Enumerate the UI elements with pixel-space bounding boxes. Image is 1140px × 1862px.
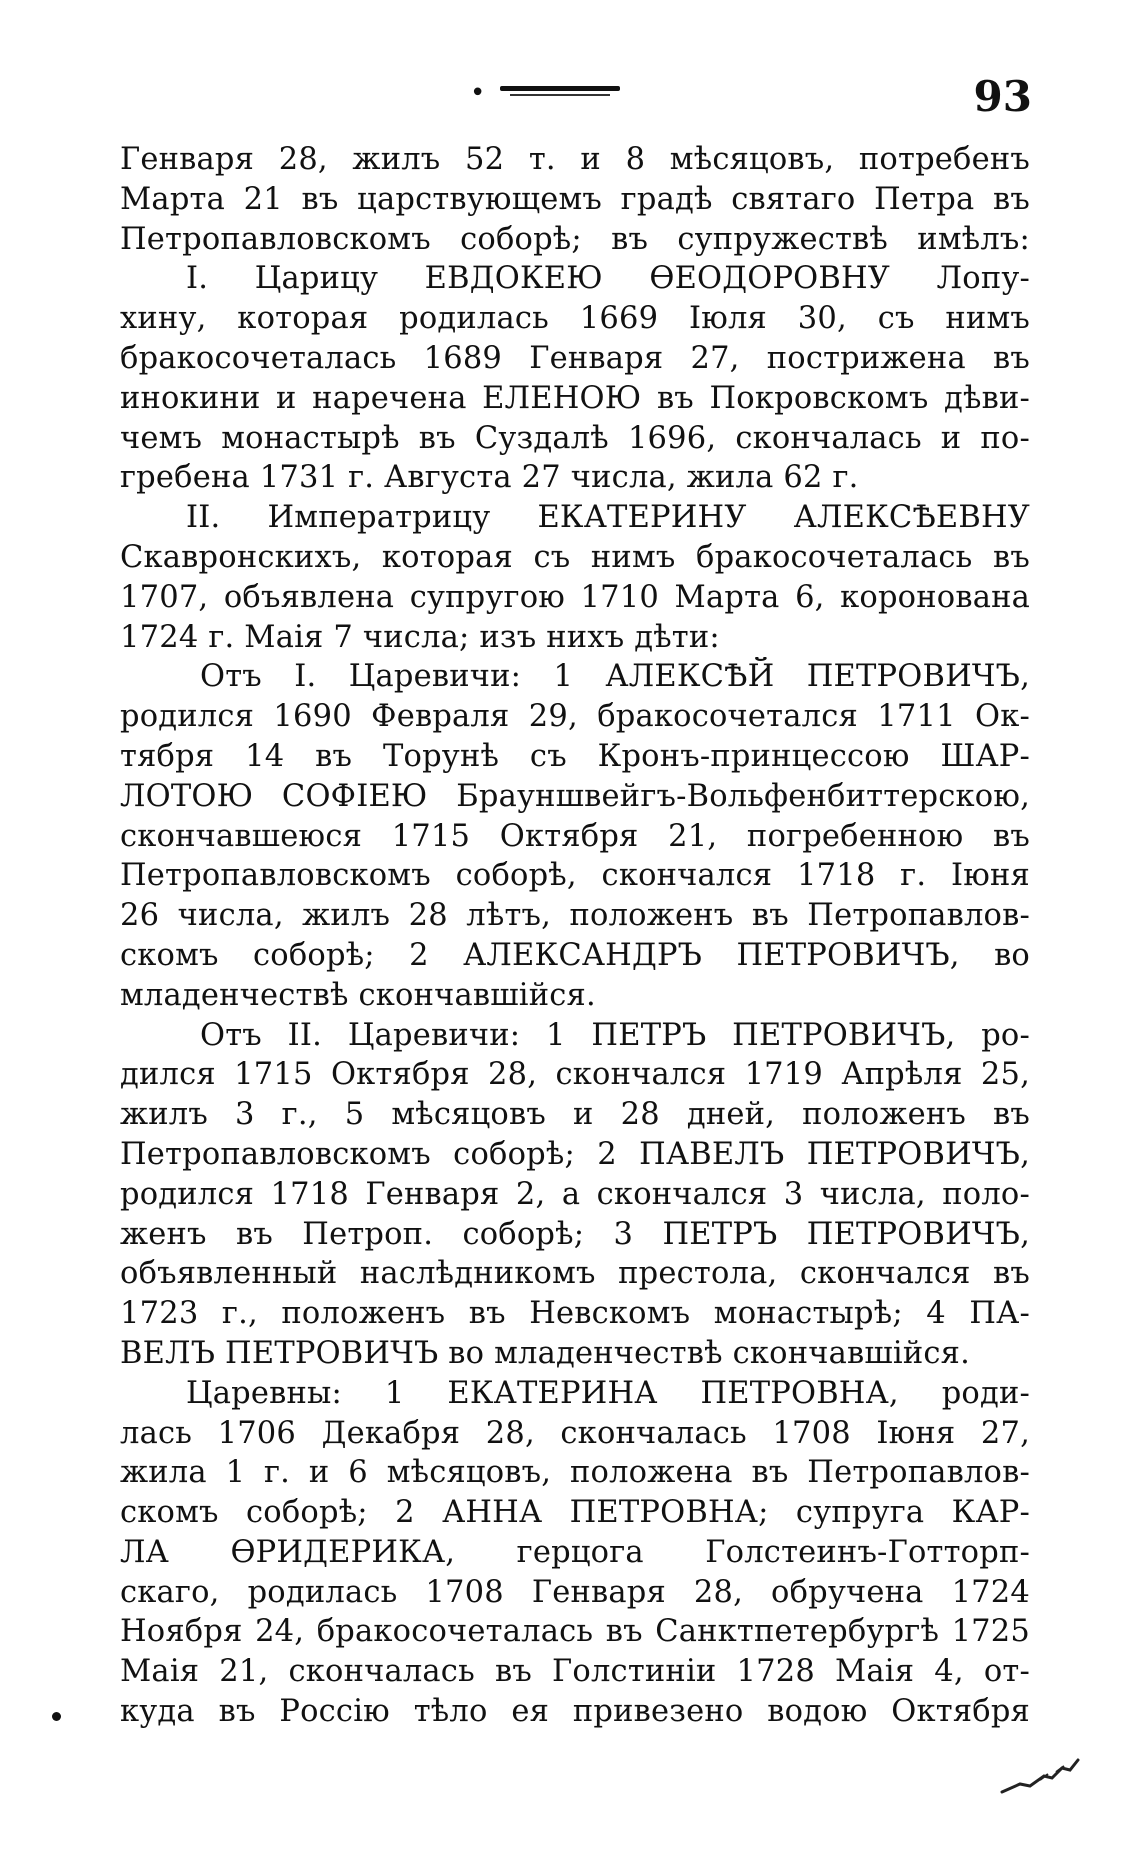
text-line: Петропавловскомъ соборѣ; въ супружествѣ имѣлъ:	[120, 221, 1030, 257]
text-line: 1724 г. Маія 7 числа; изъ нихъ дѣти:	[120, 619, 720, 655]
text-line: Отъ II. Царевичи: 1 ПЕТРЪ ПЕТРОВИЧЪ, ро-	[200, 1017, 1030, 1053]
text-line: жила 1 г. и 6 мѣсяцовъ, положена въ Петропавлов-	[120, 1455, 1030, 1491]
text-line: женъ въ Петроп. соборѣ; 3 ПЕТРЪ ПЕТРОВИЧЪ,	[120, 1216, 1030, 1252]
ink-spot	[52, 1712, 61, 1721]
text-line: Скавронскихъ, которая съ нимъ бракосочеталась въ	[120, 539, 1030, 575]
text-line: родился 1718 Генваря 2, а скончался 3 числа, поло-	[120, 1176, 1030, 1212]
text-line: Марта 21 въ царствующемъ градѣ святаго Петра въ	[120, 181, 1030, 217]
text-line: Ноября 24, бракосочеталась въ Санктпетербургѣ 1725	[120, 1614, 1030, 1650]
text-line: родился 1690 Февраля 29, бракосочетался 1711 Ок-	[120, 699, 1030, 735]
text-line: Царевны: 1 ЕКАТЕРИНА ПЕТРОВНА, роди-	[186, 1375, 1030, 1411]
text-line: Маія 21, скончалась въ Голстиніи 1728 Маія 4, от-	[120, 1654, 1030, 1690]
text-line: чемъ монастырѣ въ Суздалѣ 1696, скончалась и по-	[120, 420, 1030, 456]
text-line: скончавшеюся 1715 Октября 21, погребенною въ	[120, 818, 1030, 854]
ink-scribble	[1000, 1756, 1080, 1796]
header-ornament-rule	[500, 86, 620, 91]
text-line: Петропавловскомъ соборѣ; 2 ПАВЕЛЪ ПЕТРОВИЧЪ,	[120, 1136, 1030, 1172]
text-line: 1723 г., положенъ въ Невскомъ монастырѣ; 4 ПА-	[120, 1296, 1030, 1332]
text-line: Генваря 28, жилъ 52 т. и 8 мѣсяцовъ, потребенъ	[120, 142, 1030, 177]
text-line: жилъ 3 г., 5 мѣсяцовъ и 28 дней, положенъ въ	[120, 1097, 1030, 1133]
text-line: II. Императрицу ЕКАТЕРИНУ АЛЕКСѢЕВНУ	[186, 500, 1030, 536]
text-line: бракосочеталась 1689 Генваря 27, пострижена въ	[120, 340, 1030, 376]
text-line: инокини и наречена ЕЛЕНОЮ въ Покровскомъ дѣви-	[120, 380, 1030, 416]
body-text	[120, 140, 1030, 1732]
text-line: тября 14 въ Торунѣ съ Кронъ-принцессою ШАР-	[120, 738, 1030, 774]
text-line: объявленный наслѣдникомъ престола, скончался въ	[120, 1256, 1030, 1292]
text-line: скомъ соборѣ; 2 АЛЕКСАНДРЪ ПЕТРОВИЧЪ, во	[120, 937, 1030, 973]
text-line: ЛОТОЮ СОФІЕЮ Брауншвейгъ-Вольфенбиттерскою,	[120, 778, 1030, 814]
text-line: скаго, родилась 1708 Генваря 28, обручена 1724	[120, 1574, 1030, 1610]
text-line: хину, которая родилась 1669 Іюля 30, съ нимъ	[120, 301, 1030, 337]
text-line: I. Царицу ЕВДОКЕЮ ѲЕОДОРОВНУ Лопу-	[186, 261, 1030, 297]
text-line: младенчествѣ скончавшійся.	[120, 977, 596, 1013]
text-line: лась 1706 Декабря 28, скончалась 1708 Іюня 27,	[120, 1415, 1030, 1451]
text-line: куда въ Россію тѣло ея привезено водою Октября	[120, 1694, 1030, 1730]
text-line: Петропавловскомъ соборѣ, скончался 1718 г. Іюня	[120, 858, 1030, 894]
text-line: 26 числа, жилъ 28 лѣтъ, положенъ въ Петропавлов-	[120, 898, 1030, 934]
text-line: дился 1715 Октября 28, скончался 1719 Апрѣля 25,	[120, 1057, 1030, 1093]
text-line: ЛА ѲРИДЕРИКА, герцога Голстеинъ-Готторп-	[120, 1534, 1030, 1570]
text-line: 1707, объявлена супругою 1710 Марта 6, коронована	[120, 579, 1030, 615]
page-number: 93	[973, 72, 1032, 121]
header-dot: •	[470, 78, 486, 108]
text-line: скомъ соборѣ; 2 АННА ПЕТРОВНА; супруга КАР-	[120, 1495, 1030, 1531]
text-line: ВЕЛЪ ПЕТРОВИЧЪ во младенчествѣ скончавшійся.	[120, 1335, 971, 1371]
text-line: гребена 1731 г. Августа 27 числа, жила 62 г.	[120, 460, 859, 496]
text-line: Отъ I. Царевичи: 1 АЛЕКСѢЙ ПЕТРОВИЧЪ,	[200, 659, 1030, 695]
